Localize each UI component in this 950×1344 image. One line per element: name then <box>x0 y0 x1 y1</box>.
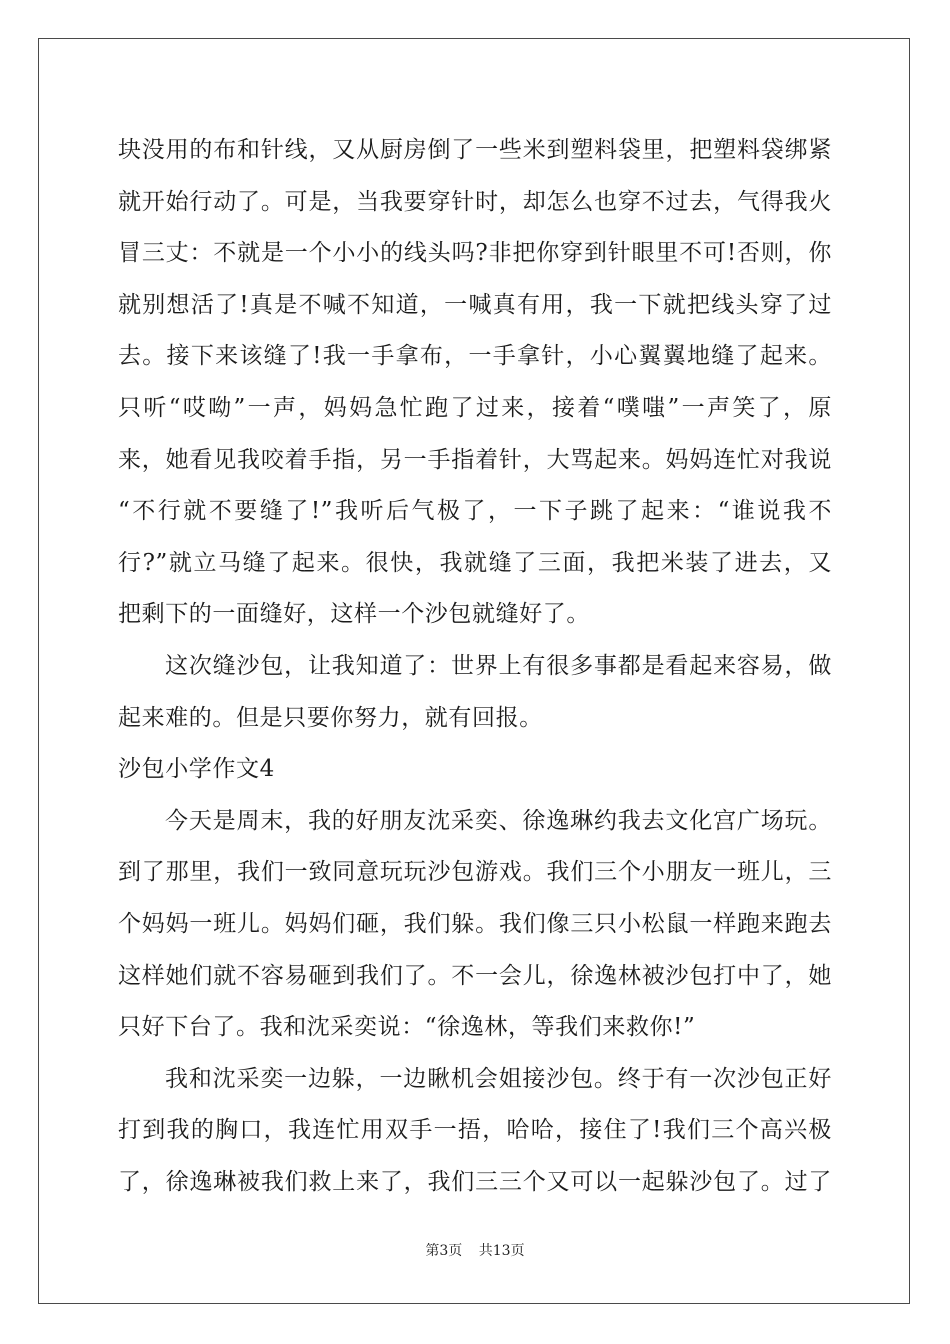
text-line: 冒三丈：不就是一个小小的线头吗?非把你穿到针眼里不可!否则，你 <box>118 240 832 267</box>
text-line: 了，徐逸琳被我们救上来了，我们三三个又可以一起躲沙包了。过了 <box>118 1168 832 1195</box>
page-total: 共13页 <box>478 1243 525 1259</box>
document-body <box>118 125 832 1208</box>
text-line: 去。接下来该缝了!我一手拿布，一手拿针，小心翼翼地缝了起来。 <box>118 343 832 370</box>
text-line: 来，她看见我咬着手指，另一手指着针，大骂起来。妈妈连忙对我说 <box>118 446 832 473</box>
text-line: 我和沈采奕一边躲，一边瞅机会姐接沙包。终于有一次沙包正好 <box>165 1065 832 1092</box>
text-line: 把剩下的一面缝好，这样一个沙包就缝好了。 <box>118 601 590 628</box>
text-line: 块没用的布和针线，又从厨房倒了一些米到塑料袋里，把塑料袋绑紧 <box>118 137 832 163</box>
text-line: 这样她们就不容易砸到我们了。不一会儿，徐逸林被沙包打中了，她 <box>118 962 832 989</box>
page-footer <box>0 1240 950 1260</box>
text-line: 打到我的胸口，我连忙用双手一捂，哈哈，接住了!我们三个高兴极 <box>118 1117 832 1144</box>
text-line: 起来难的。但是只要你努力，就有回报。 <box>118 704 543 731</box>
text-line: 这次缝沙包，让我知道了：世界上有很多事都是看起来容易，做 <box>165 652 832 679</box>
text-line: 只好下台了。我和沈采奕说：“徐逸林，等我们来救你!” <box>118 1014 696 1041</box>
text-line: 就别想活了!真是不喊不知道，一喊真有用，我一下就把线头穿了过 <box>118 291 832 318</box>
text-line: 就开始行动了。可是，当我要穿针时，却怎么也穿不过去，气得我火 <box>118 188 832 215</box>
section-heading: 沙包小学作文4 <box>118 756 275 783</box>
text-line: “不行就不要缝了!”我听后气极了，一下子跳了起来：“谁说我不 <box>118 498 832 525</box>
text-line: 行?”就立马缝了起来。很快，我就缝了三面，我把米装了进去，又 <box>118 549 832 576</box>
text-line: 今天是周末，我的好朋友沈采奕、徐逸琳约我去文化宫广场玩。 <box>165 807 832 834</box>
text-line: 到了那里，我们一致同意玩玩沙包游戏。我们三个小朋友一班儿，三 <box>118 859 832 886</box>
text-line: 个妈妈一班儿。妈妈们砸，我们躲。我们像三只小松鼠一样跑来跑去 <box>118 910 832 937</box>
text-line: 只听“哎呦”一声，妈妈急忙跑了过来，接着“噗嗤”一声笑了，原 <box>118 394 832 421</box>
page-number: 第3页 <box>425 1243 463 1259</box>
